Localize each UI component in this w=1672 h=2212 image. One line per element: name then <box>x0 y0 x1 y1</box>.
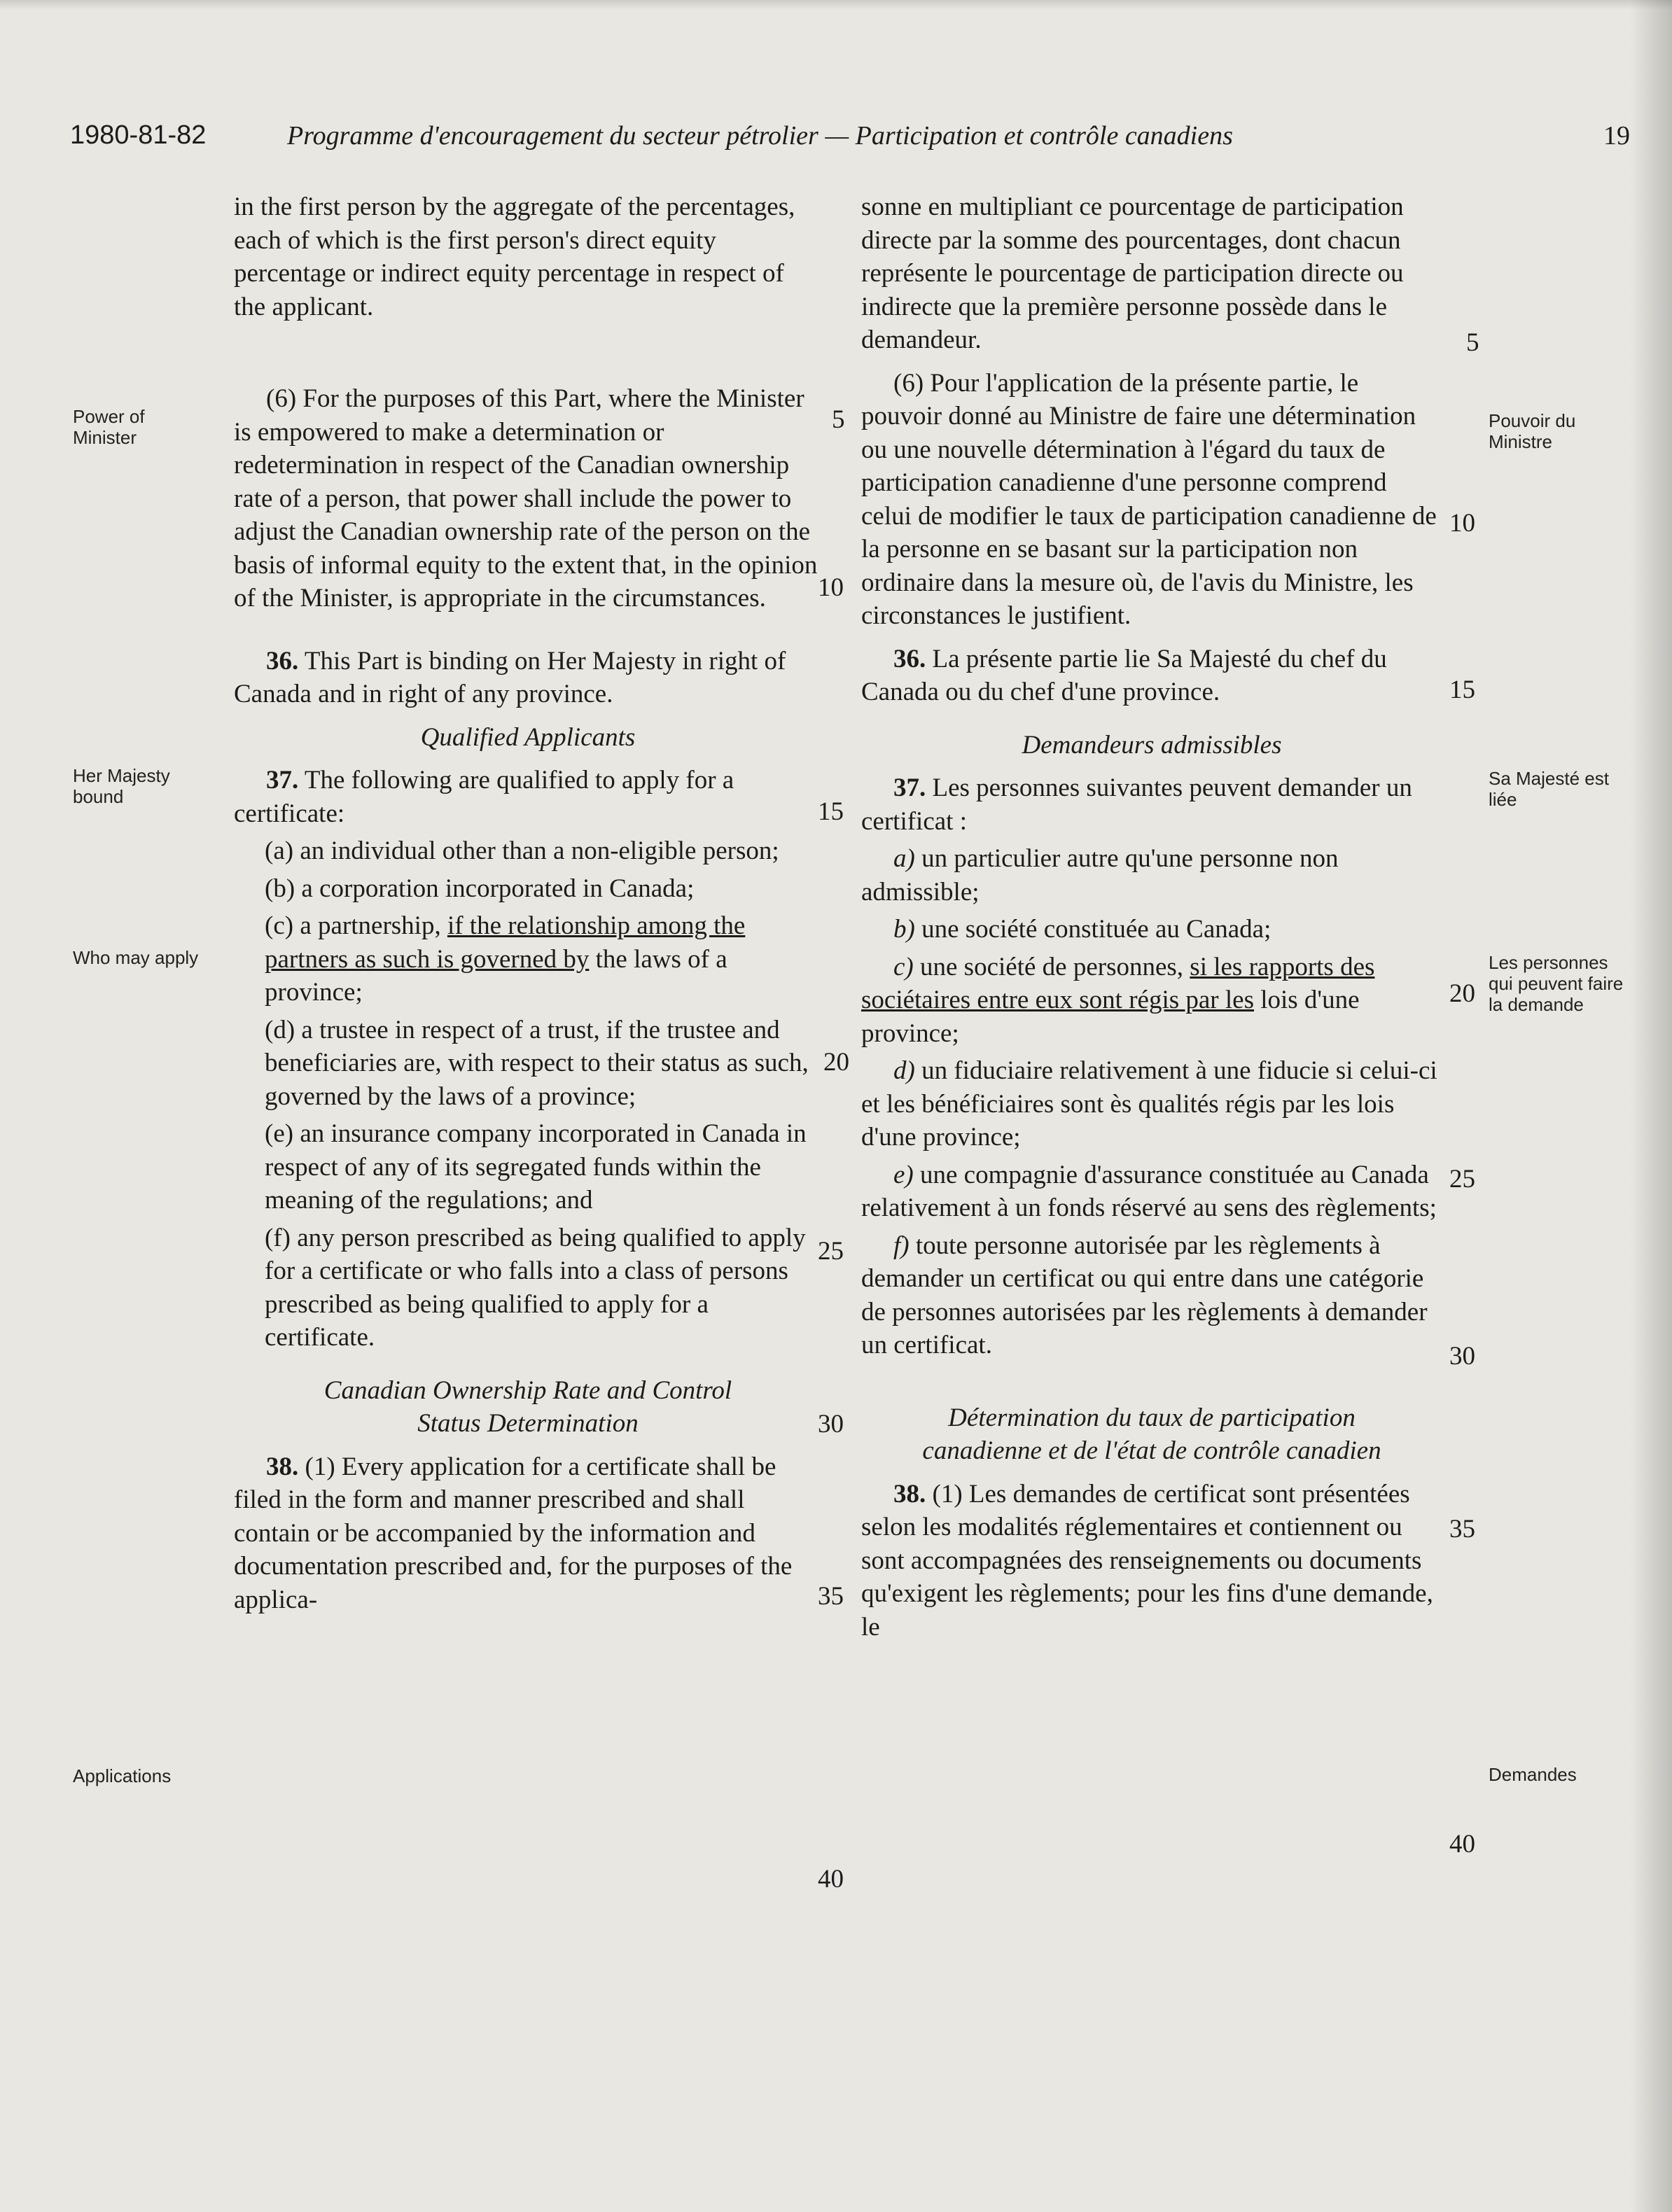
fr-s37-c-pre: une société de personnes, <box>920 952 1184 981</box>
fr-s37-intro: Les personnes suivantes peuvent demander un certificat : <box>861 774 1412 836</box>
fr-s37-e <box>861 1158 1442 1225</box>
en-heading-qualified-applicants: Qualified Applicants <box>420 722 636 752</box>
fr-s37-b-label: b) <box>893 915 915 944</box>
fr-s37-b-text: une société constituée au Canada; <box>921 915 1272 944</box>
line-number-fr-35: 35 <box>1449 1515 1475 1544</box>
en-s37-d-label: (d) <box>265 1015 295 1044</box>
line-number-en-30: 30 <box>818 1410 844 1438</box>
fr-s36-text: La présente partie lie Sa Majesté du chef du Canada ou du chef d'une province. <box>861 644 1387 706</box>
en-s37-f-text: any person prescribed as being qualified to apply for a certificate or who falls into a class of persons prescribed as being qualified to apply for a certificate. <box>265 1223 806 1352</box>
margin-note-applications: Applications <box>73 1765 172 1786</box>
en-s37-c <box>234 909 822 1009</box>
fr-s37-d <box>861 1054 1442 1154</box>
en-s38-number: 38. <box>266 1452 299 1481</box>
en-s37-intro: The following are qualified to apply for a certificate: <box>234 766 734 828</box>
fr-s36-number: 36. <box>893 644 926 673</box>
fr-heading-demandeurs-admissibles: Demandeurs admissibles <box>1022 730 1282 760</box>
fr-s37-a-text: un particulier autre qu'une personne non admissible; <box>861 844 1339 906</box>
line-number-en-40: 40 <box>818 1865 844 1893</box>
fr-section-36 <box>861 643 1442 709</box>
fr-s37-e-label: e) <box>893 1160 914 1189</box>
fr-s37-d-text: un fiduciaire relativement à une fiducie si celui-ci et les bénéficiaires sont ès qualités régis par les lois d'une province; <box>861 1056 1437 1152</box>
line-number-en-5: 5 <box>832 405 845 434</box>
line-number-en-15: 15 <box>818 797 844 826</box>
fr-heading-taux-participation <box>861 1401 1442 1468</box>
fr-s37-c <box>861 951 1442 1051</box>
page-top-shadow <box>0 0 1672 10</box>
fr-s37-number: 37. <box>893 774 926 802</box>
en-s37-number: 37. <box>266 766 299 794</box>
fr-s37-f <box>861 1229 1442 1362</box>
en-s37-d <box>234 1014 822 1114</box>
line-number-en-10: 10 <box>818 573 844 602</box>
line-number-fr-25: 25 <box>1449 1165 1475 1194</box>
en-heading-ownership-rate <box>234 1374 822 1441</box>
en-s38-text: (1) Every application for a certificate shall be filed in the form and manner prescribed and shall contain or be accompanied by the information and documentation prescribed and, for the purposes of the applica- <box>234 1452 793 1614</box>
running-head-title: Programme d'encouragement du secteur pétrolier — Participation et contrôle canadiens <box>287 121 1233 150</box>
margin-note-personnes-qui-peuvent: Les personnes qui peuvent faire la demande <box>1489 952 1624 1015</box>
margin-note-her-majesty-bound: Her Majesty bound <box>73 765 170 807</box>
line-number-fr-15: 15 <box>1449 676 1475 704</box>
fr-s37-c-label: c) <box>893 952 914 981</box>
en-heading-ownership-rate-line2: Status Determination <box>417 1409 639 1438</box>
en-s37-e-text: an insurance company incorporated in Canada in respect of any of its segregated funds within the meaning of the regulations; and <box>265 1119 807 1214</box>
en-section-37 <box>234 764 822 830</box>
margin-note-power-of-minister: Power of Minister <box>73 406 145 448</box>
en-continuation: in the first person by the aggregate of the percentages, each of which is the first person's direct equity percentage or indirect equity percentage in respect of the applicant. <box>234 192 795 321</box>
en-s37-a <box>234 834 822 868</box>
en-s37-f-label: (f) <box>265 1223 291 1252</box>
en-s36-text: This Part is binding on Her Majesty in right of Canada and in right of any province. <box>234 646 786 708</box>
en-s37-c-post: the laws of a province; <box>265 944 727 1007</box>
en-s37-d-text: a trustee in respect of a trust, if the trustee and beneficiaries are, with respect to their status as such, governed by the laws of a province; <box>265 1015 809 1111</box>
line-number-fr-10: 10 <box>1449 509 1475 538</box>
fr-s37-f-label: f) <box>893 1231 910 1260</box>
en-s37-c-pre: a partnership, <box>300 911 441 940</box>
fr-s38-text: (1) Les demandes de certificat sont présentées selon les modalités réglementaires et contiennent ou sont accompagnées des renseignements ou documents qu'exigent les règlements; pour les fins d'une demande, le <box>861 1479 1433 1642</box>
en-section-36 <box>234 645 822 711</box>
margin-note-sa-majeste-liee: Sa Majesté est liée <box>1489 768 1609 810</box>
page-binding-shadow <box>1630 0 1672 2212</box>
en-s36-number: 36. <box>266 646 299 676</box>
line-number-en-20: 20 <box>823 1048 849 1077</box>
line-number-en-35: 35 <box>818 1582 844 1611</box>
en-heading-ownership-rate-line1: Canadian Ownership Rate and Control <box>323 1376 732 1405</box>
line-number-fr-5: 5 <box>1466 328 1479 357</box>
margin-note-demandes: Demandes <box>1489 1764 1577 1785</box>
fr-heading-taux-line1: Détermination du taux de participation <box>948 1403 1356 1432</box>
fr-continuation: sonne en multipliant ce pourcentage de participation directe par la somme des pourcentages, dont chacun représente le pourcentage de participation directe ou indirecte que la première personne possède dans le demandeur. <box>861 192 1404 354</box>
line-number-fr-20: 20 <box>1449 979 1475 1008</box>
en-subsection-6: (6) For the purposes of this Part, where the Minister is empowered to make a determination or redetermination in respect of the Canadian ownership rate of a person, that power shall include the power to adjust the Canadian ownership rate of the person on the basis of informal equity to the extent that, in the opinion of the Minister, is appropriate in the circumstances. <box>234 384 818 612</box>
margin-note-pouvoir-du-ministre: Pouvoir du Ministre <box>1489 410 1576 452</box>
en-s37-e <box>234 1117 822 1217</box>
line-number-fr-40: 40 <box>1449 1830 1475 1858</box>
en-s37-f <box>234 1222 822 1354</box>
fr-s37-d-label: d) <box>893 1056 915 1085</box>
line-number-en-25: 25 <box>818 1237 844 1266</box>
fr-s37-c-post: lois d'une province; <box>861 986 1360 1048</box>
en-s37-b-text: a corporation incorporated in Canada; <box>301 874 695 903</box>
fr-s37-a-label: a) <box>893 844 915 873</box>
line-number-fr-30: 30 <box>1449 1342 1475 1371</box>
en-s37-c-label: (c) <box>265 911 294 940</box>
en-s37-a-text: an individual other than a non-eligible person; <box>300 836 779 865</box>
en-s37-b-label: (b) <box>265 874 295 903</box>
en-s37-e-label: (e) <box>265 1119 294 1148</box>
page-number: 19 <box>1603 121 1630 150</box>
en-section-38 <box>234 1450 822 1617</box>
fr-s37-e-text: une compagnie d'assurance constituée au Canada relativement à un fonds réservé au sens des règlements; <box>861 1160 1437 1222</box>
english-column <box>234 190 822 1616</box>
fr-subsection-6: (6) Pour l'application de la présente partie, le pouvoir donné au Ministre de faire une détermination ou une nouvelle détermination à l'égard du taux de participation canadienne d'une personne comprend celui de modifier le taux de participation canadienne de la personne en se basant sur la participation non ordinaire dans la mesure où, de l'avis du Ministre, les circonstances le justifient. <box>861 368 1437 630</box>
fr-section-37 <box>861 771 1442 838</box>
fr-heading-taux-line2: canadienne et de l'état de contrôle canadien <box>922 1436 1381 1465</box>
fr-s38-number: 38. <box>893 1479 926 1508</box>
fr-section-38 <box>861 1478 1442 1644</box>
en-s37-b <box>234 872 822 906</box>
en-s37-a-label: (a) <box>265 836 294 865</box>
running-head-year: 1980-81-82 <box>70 120 207 150</box>
french-column <box>861 190 1442 1644</box>
en-s37-c-underlined: if the relationship among the partners as such is governed by <box>265 911 746 974</box>
fr-s37-a <box>861 842 1442 909</box>
fr-s37-f-text: toute personne autorisée par les règlements à demander un certificat ou qui entre dans une catégorie de personnes autorisées par les règlements à demander un certificat. <box>861 1231 1428 1359</box>
fr-s37-c-underlined: si les rapports des sociétaires entre eux sont régis par les <box>861 952 1375 1014</box>
fr-s37-b <box>861 913 1442 946</box>
margin-note-who-may-apply: Who may apply <box>73 947 199 968</box>
